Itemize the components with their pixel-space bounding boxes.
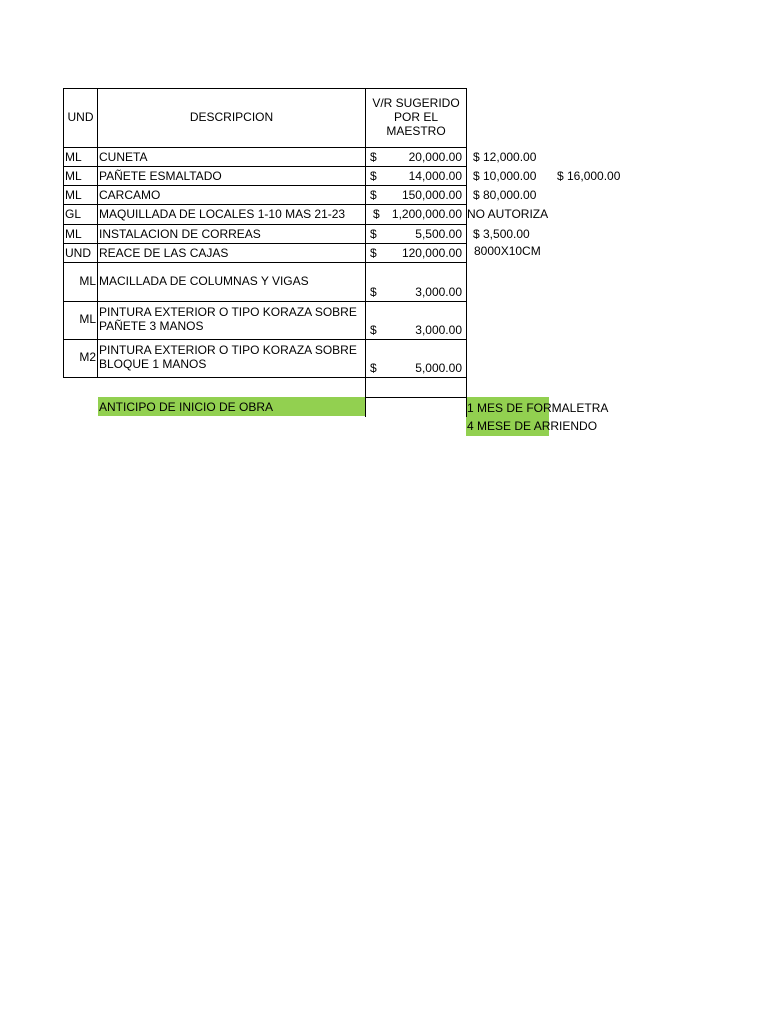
row-description: INSTALACION DE CORREAS: [99, 227, 261, 241]
grid-line: [63, 377, 467, 378]
row-und: ML: [65, 227, 82, 241]
grid-line: [466, 88, 467, 417]
row-amount: 150,000.00: [401, 188, 462, 202]
grid-line: [97, 88, 98, 378]
row-currency: $: [370, 169, 377, 183]
grid-line: [63, 166, 467, 167]
row-currency: $: [370, 227, 377, 241]
row-currency: $: [370, 246, 377, 260]
row-amount: 3,000.00: [415, 285, 462, 299]
row-description: PAÑETE ESMALTADO: [99, 169, 222, 183]
grid-line: [365, 397, 467, 398]
row-amount: 20,000.00: [408, 150, 462, 164]
row-description-line1: PINTURA EXTERIOR O TIPO KORAZA SOBRE: [99, 305, 357, 319]
grid-line: [63, 88, 467, 89]
row-und: ML: [79, 274, 96, 288]
row-alt-price: $ 12,000.00: [473, 150, 537, 164]
row-alt-note: NO AUTORIZA: [467, 207, 549, 221]
grid-line: [63, 147, 467, 148]
row-amount: 5,500.00: [415, 227, 462, 241]
grid-line: [63, 243, 467, 244]
row-description: REACE DE LAS CAJAS: [99, 246, 229, 260]
anticipo-label: ANTICIPO DE INICIO DE OBRA: [99, 400, 274, 414]
grid-line: [63, 204, 467, 205]
row-currency: $: [370, 361, 377, 375]
row-amount: 5,000.00: [415, 361, 462, 375]
header-vr-line2: POR EL: [393, 110, 438, 124]
grid-line: [63, 339, 467, 340]
row-currency: $: [370, 285, 377, 299]
row-alt-price: $ 10,000.00: [473, 169, 537, 183]
header-descripcion: DESCRIPCION: [189, 110, 274, 124]
grid-line: [63, 301, 467, 302]
row-amount: 120,000.00: [401, 246, 462, 260]
row-und: GL: [65, 207, 82, 221]
header-und: UND: [67, 110, 94, 124]
row-amount: 1,200,000.00: [391, 207, 462, 221]
grid-line: [63, 224, 467, 225]
grid-line: [63, 185, 467, 186]
note-formaletra: 1 MES DE FORMALETRA: [467, 401, 609, 415]
row-alt-price: $ 80,000.00: [473, 188, 537, 202]
row-description-line2: PAÑETE 3 MANOS: [99, 319, 204, 333]
row-description: MAQUILLADA DE LOCALES 1-10 MAS 21-23: [99, 207, 346, 221]
row-und: UND: [65, 246, 91, 260]
row-description-line1: PINTURA EXTERIOR O TIPO KORAZA SOBRE: [99, 343, 357, 357]
row-description-line2: BLOQUE 1 MANOS: [99, 357, 207, 371]
row-currency: $: [370, 188, 377, 202]
row-description: CUNETA: [99, 150, 148, 164]
row-description: CARCAMO: [99, 188, 161, 202]
row-alt-price-2: $ 16,000.00: [557, 169, 621, 183]
row-und: ML: [79, 312, 96, 326]
grid-line: [63, 88, 64, 378]
row-und: M2: [79, 350, 96, 364]
row-amount: 14,000.00: [408, 169, 462, 183]
row-currency: $: [370, 323, 377, 337]
header-vr-line3: MAESTRO: [386, 124, 446, 138]
note-arriendo: 4 MESE DE ARRIENDO: [467, 419, 598, 433]
row-description: MACILLADA DE COLUMNAS Y VIGAS: [99, 274, 309, 288]
row-und: ML: [65, 150, 82, 164]
row-currency: $: [370, 150, 377, 164]
row-alt-price: $ 3,500.00: [473, 227, 530, 241]
row-amount: 3,000.00: [415, 323, 462, 337]
row-und: ML: [65, 188, 82, 202]
row-currency: $: [373, 207, 380, 221]
row-und: ML: [65, 169, 82, 183]
header-vr-line1: V/R SUGERIDO: [372, 96, 460, 110]
row-alt-note: 8000X10CM: [474, 244, 541, 258]
grid-line: [63, 262, 467, 263]
